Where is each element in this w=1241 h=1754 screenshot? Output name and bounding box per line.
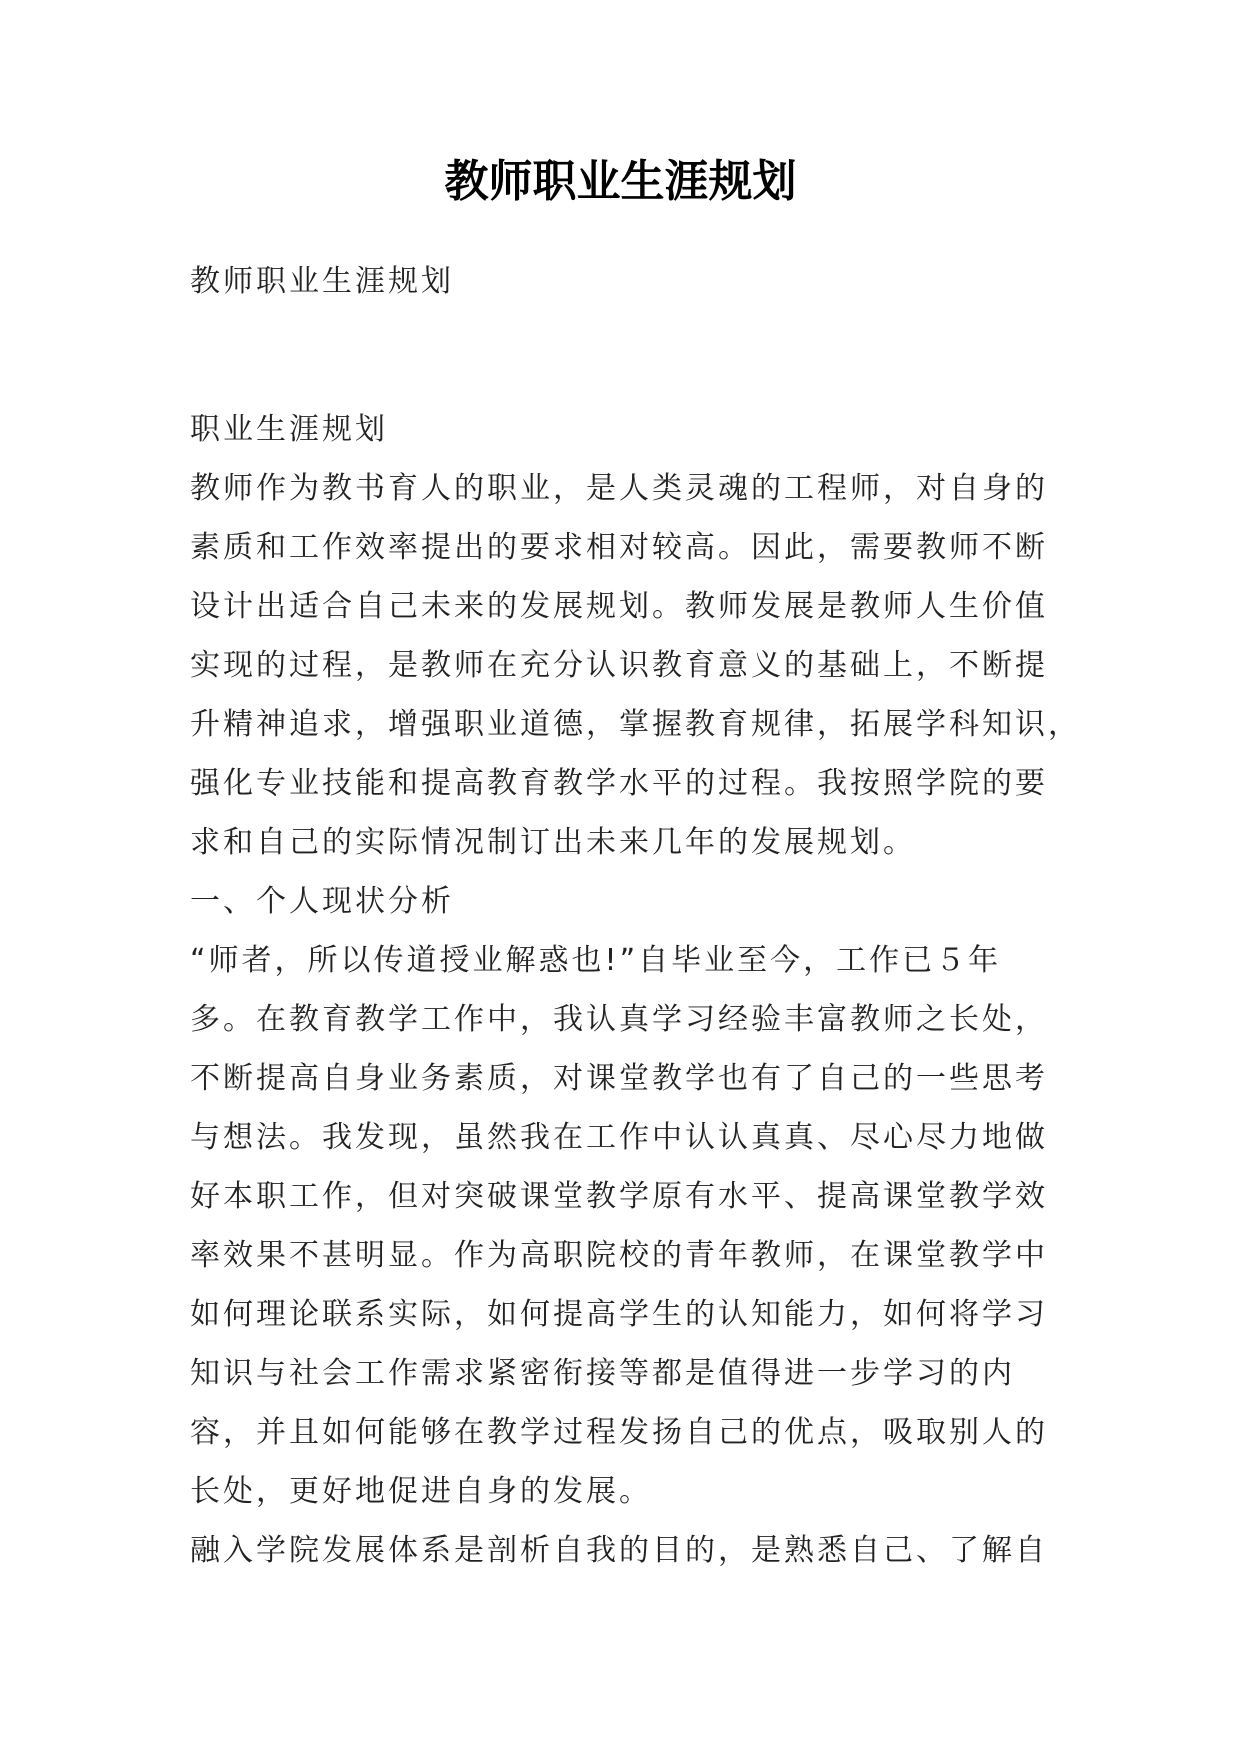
paragraph-line: 知识与社会工作需求紧密衔接等都是值得进一步学习的内 [190,1356,1015,1391]
paragraph-line: 不断提高自身业务素质，对课堂教学也有了自己的一些思考 [190,1061,1048,1096]
paragraph-line: 升精神追求，增强职业道德，掌握教育规律，拓展学科知识， [190,707,1081,742]
paragraph-line: 求和自己的实际情况制订出未来几年的发展规划。 [190,825,916,860]
paragraph-line: 实现的过程，是教师在充分认识教育意义的基础上，不断提 [190,648,1048,683]
paragraph-line: “师者，所以传道授业解惑也!”自毕业至今，工作已５年 [190,943,1002,978]
paragraph-line: 与想法。我发现，虽然我在工作中认认真真、尽心尽力地做 [190,1120,1048,1155]
document-title: 教师职业生涯规划 [444,156,797,207]
section-heading-line: 一、个人现状分析 [190,884,454,919]
section-heading-line: 职业生涯规划 [190,412,388,447]
paragraph-line: 好本职工作，但对突破课堂教学原有水平、提高课堂教学效 [190,1179,1048,1214]
subtitle-line: 教师职业生涯规划 [190,264,454,299]
paragraph-line: 素质和工作效率提出的要求相对较高。因此，需要教师不断 [190,530,1048,565]
paragraph-line: 设计出适合自己未来的发展规划。教师发展是教师人生价值 [190,589,1048,624]
paragraph-line: 容，并且如何能够在教学过程发扬自己的优点，吸取别人的 [190,1415,1048,1450]
paragraph-line: 多。在教育教学工作中，我认真学习经验丰富教师之长处， [190,1002,1048,1037]
paragraph-line: 融入学院发展体系是剖析自我的目的，是熟悉自己、了解自 [190,1533,1048,1568]
paragraph-line: 强化专业技能和提高教育教学水平的过程。我按照学院的要 [190,766,1048,801]
paragraph-line: 长处，更好地促进自身的发展。 [190,1474,652,1509]
paragraph-line: 率效果不甚明显。作为高职院校的青年教师，在课堂教学中 [190,1238,1048,1273]
paragraph-line: 教师作为教书育人的职业，是人类灵魂的工程师，对自身的 [190,471,1048,506]
paragraph-line: 如何理论联系实际，如何提高学生的认知能力，如何将学习 [190,1297,1048,1332]
